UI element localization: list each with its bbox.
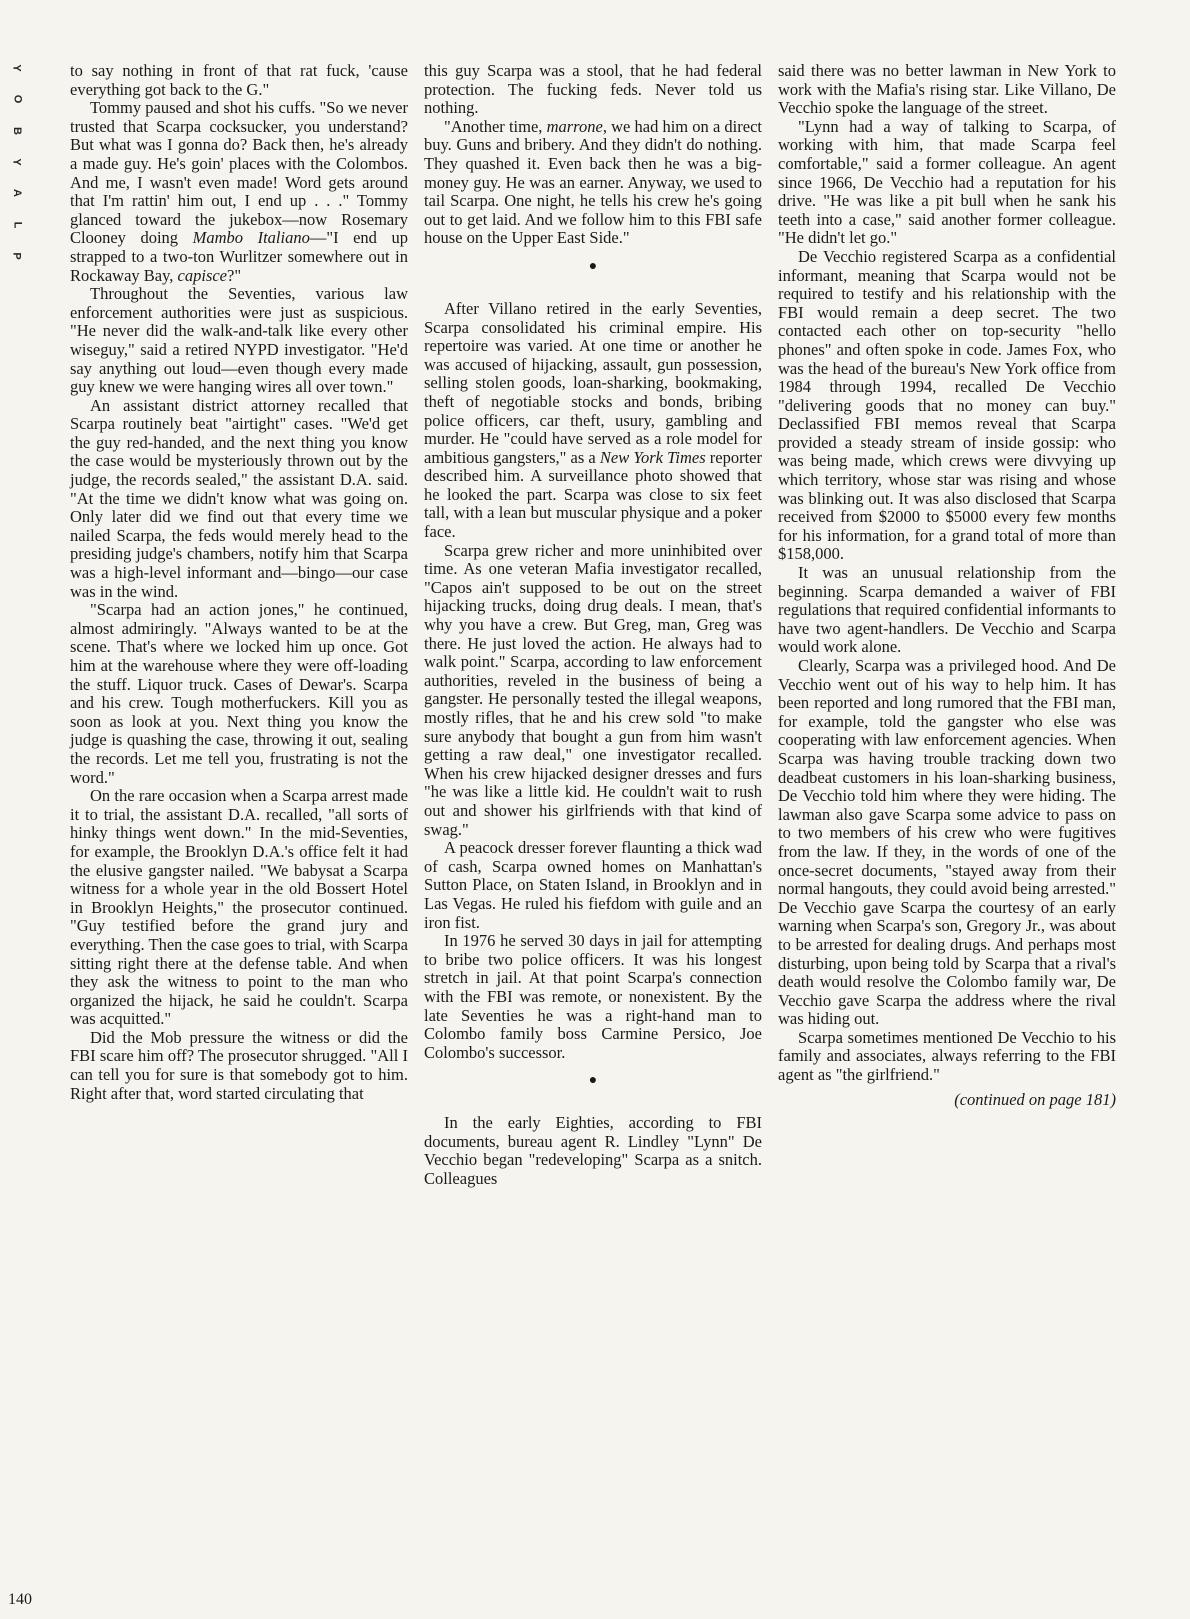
page-number: 140: [8, 1591, 32, 1608]
section-break-bullet: ●: [588, 1073, 598, 1089]
article-paragraph: this guy Scarpa was a stool, that he had federal protection. The fucking feds. Never told us nothing.: [424, 61, 762, 118]
article-paragraph: Scarpa grew richer and more uninhibited over time. As one veteran Mafia investigator recalled, "Capos ain't supposed to be out on the street hijacking trucks, doing drug deals. I mean, that's why you have a crew. But Greg, man, Greg was there. He just loved the action. He always had to walk point." Scarpa, according to law enforcement authorities, reveled in the business of being a gangster. He personally tested the illegal weapons, mostly rifles, that he and his crew sold "to make sure anybody that bought a gun from him wasn't getting a raw deal," one investigator recalled. When his crew hijacked designer dresses and furs "he was like a little kid. He couldn't wait to rush out and shower his girlfriends with that kind of swag.": [424, 540, 762, 839]
article-paragraph: Did the Mob pressure the witness or did the FBI scare him off? The prosecutor shrugged. "All I can tell you for sure is that somebody got to him. Right after that, word started circulating that: [70, 1027, 408, 1103]
article-paragraph: De Vecchio registered Scarpa as a confidential informant, meaning that Scarpa would not be required to testify and his relationship with the FBI would remain a deep secret. The two contacted each other on top-security "hello phones" and often spoke in code. James Fox, who was the head of the bureau's New York office from 1984 through 1994, recalled De Vecchio "delivering goods that no money can buy." Declassified FBI memos reveal that Scarpa provided a steady stream of inside gossip: who was being made, which crews were divvying up which territory, whose star was rising and whose was blinking out. It was also disclosed that Scarpa received from $2000 to $5000 every few months for his information, for a grand total of more than $158,000.: [778, 246, 1116, 564]
side-letter: Y: [11, 158, 23, 166]
side-letter: L: [10, 221, 23, 229]
article-paragraph: Scarpa sometimes mentioned De Vecchio to his family and associates, always referring to the FBI agent as "the girlfriend.": [778, 1027, 1116, 1085]
article-paragraph: In the early Eighties, according to FBI documents, bureau agent R. Lindley "Lynn" De Vecchio began "redeveloping" Scarpa as a snitch. Colleagues: [424, 1113, 762, 1189]
article-column-3: [778, 62, 1116, 1109]
section-break-bullet: ●: [588, 258, 598, 274]
article-paragraph: to say nothing in front of that rat fuck, 'cause everything got back to the G.": [70, 61, 408, 99]
side-letter: O: [11, 95, 23, 104]
side-letter: P: [11, 252, 23, 260]
article-paragraph: Clearly, Scarpa was a privileged hood. And De Vecchio went out of his way to help him. It has been reported and long rumored that the FBI man, for example, told the gangster who else was cooperating with law enforcement agencies. When Scarpa was having trouble tracking down two deadbeat customers in his loan-sharking business, De Vecchio told him where they were hiding. The lawman also gave Scarpa some advice to pass on to two members of his crew who were fugitives from the law. If they, in the words of one of the once-secret documents, "stayed away from their normal hangouts, they could avoid being arrested." De Vecchio gave Scarpa the courtesy of an early warning when Scarpa's son, Gregory Jr., was about to be arrested for dealing drugs. And perhaps most disturbing, upon being told by Scarpa that a rival's death would resolve the Colombo family war, De Vecchio gave Scarpa the address where the rival was hiding out.: [778, 656, 1116, 1029]
article-paragraph: said there was no better lawman in New York to work with the Mafia's rising star. Like Villano, De Vecchio spoke the language of the street.: [778, 61, 1116, 118]
article-paragraph: "Lynn had a way of talking to Scarpa, of working with him, that made Scarpa feel comfortable," said a former colleague. An agent since 1966, De Vecchio had a reputation for his drive. "He was like a pit bull when he sank his teeth into a case," said another former colleague. "He didn't let go.": [778, 116, 1116, 248]
side-letter: B: [10, 126, 23, 135]
article-paragraph: "Scarpa had an action jones," he continued, almost admiringly. "Always wanted to be at the scene. That's where we locked him up once. Got him at the warehouse where they were off-loading the stuff. Liquor truck. Cases of Dewar's. Scarpa and his crew. Tough motherfuckers. Kill you as soon as look at you. Next thing you know the judge is quashing the case, throwing it out, sealing the records. Let me tell you, frustrating is not the word.": [70, 600, 408, 787]
article-paragraph: An assistant district attorney recalled that Scarpa routinely beat "airtight" cases. "We'd get the guy red-handed, and the next thing you know the case would be mysteriously thrown out by the judge, the records sealed," the assistant D.A. said. "At the time we didn't know what was going on. Only later did we find out that every time we nailed Scarpa, the feds would merely head to the presiding judge's chambers, notify him that Scarpa was a high-level informant and—bingo—our case was in the wind.: [70, 395, 408, 601]
article-paragraph: Throughout the Seventies, various law enforcement authorities were just as suspicious. "He never did the walk-and-talk like every other wiseguy," said a retired NYPD investigator. "He'd say anything out loud—even though every made guy knew we were hanging wires all over town.": [70, 284, 408, 397]
magazine-side-label: [6, 62, 28, 262]
article-paragraph: After Villano retired in the early Seventies, Scarpa consolidated his criminal empire. His repertoire was varied. At one time or another he was accused of hijacking, assault, gun possession, selling stolen goods, loan-sharking, bookmaking, theft of negotiable stocks and bonds, bribing police officers, car theft, usury, gambling and murder. He "could have served as a role model for ambitious gangsters," as a New York Times reporter described him. A surveillance photo showed that he looked the part. Scarpa was close to six feet tall, with a lean but muscular physique and a poker face.: [424, 298, 763, 542]
article-paragraph: In 1976 he served 30 days in jail for attempting to bribe two police officers. It was his longest stretch in jail. At that point Scarpa's connection with the FBI was remote, or nonexistent. By the late Seventies he was a right-hand man to Colombo family boss Carmine Persico, Joe Colombo's successor.: [424, 931, 762, 1062]
article-column-2: [424, 62, 762, 1189]
article-paragraph: It was an unusual relationship from the beginning. Scarpa demanded a waiver of FBI regulations that required confidential informants to have two agent-handlers. De Vecchio and Scarpa would work alone.: [778, 563, 1116, 657]
side-letter: A: [10, 189, 23, 198]
article-paragraph: A peacock dresser forever flaunting a thick wad of cash, Scarpa owned homes on Manhattan's Sutton Place, on Staten Island, in Brooklyn and in Las Vegas. He ruled his fiefdom with guile and an iron fist.: [424, 838, 762, 932]
continued-note: (continued on page 181): [954, 1089, 1116, 1109]
article-paragraph: Tommy paused and shot his cuffs. "So we never trusted that Scarpa cocksucker, you understand? But what was I gonna do? Back then, he's already a made guy. He's goin' places with the Colombos. And me, I wasn't even made! Word gets around that I'm rattin' him out, I end up . . ." Tommy glanced toward the jukebox—now Rosemary Clooney doing Mambo Italiano—"I end up strapped to a two-ton Wurlitzer somewhere out in Rockaway Bay, capisce?": [70, 98, 408, 285]
article-paragraph: "Another time, marrone, we had him on a direct buy. Guns and bribery. And they didn't do nothing. They quashed it. Even back then he was a big-money guy. He was an earner. Anyway, we used to tail Scarpa. One night, he tells his crew he's going out to get laid. And we follow him to this FBI safe house on the Upper East Side.": [424, 116, 762, 248]
side-letter: Y: [11, 64, 23, 72]
article-paragraph: On the rare occasion when a Scarpa arrest made it to trial, the assistant D.A. recalled, "all sorts of hinky things went down." In the mid-Seventies, for example, the Brooklyn D.A.'s office felt it had the elusive gangster nailed. "We babysat a Scarpa witness for a whole year in the old Bossert Hotel in Brooklyn Heights," the prosecutor continued. "Guy testified before the grand jury and everything. Then the case goes to trial, with Scarpa sitting right there at the defense table. And when they ask the witness to point to the man who organized the hijack, he said he couldn't. Scarpa was acquitted.": [70, 786, 408, 1029]
article-column-1: [70, 62, 408, 1103]
